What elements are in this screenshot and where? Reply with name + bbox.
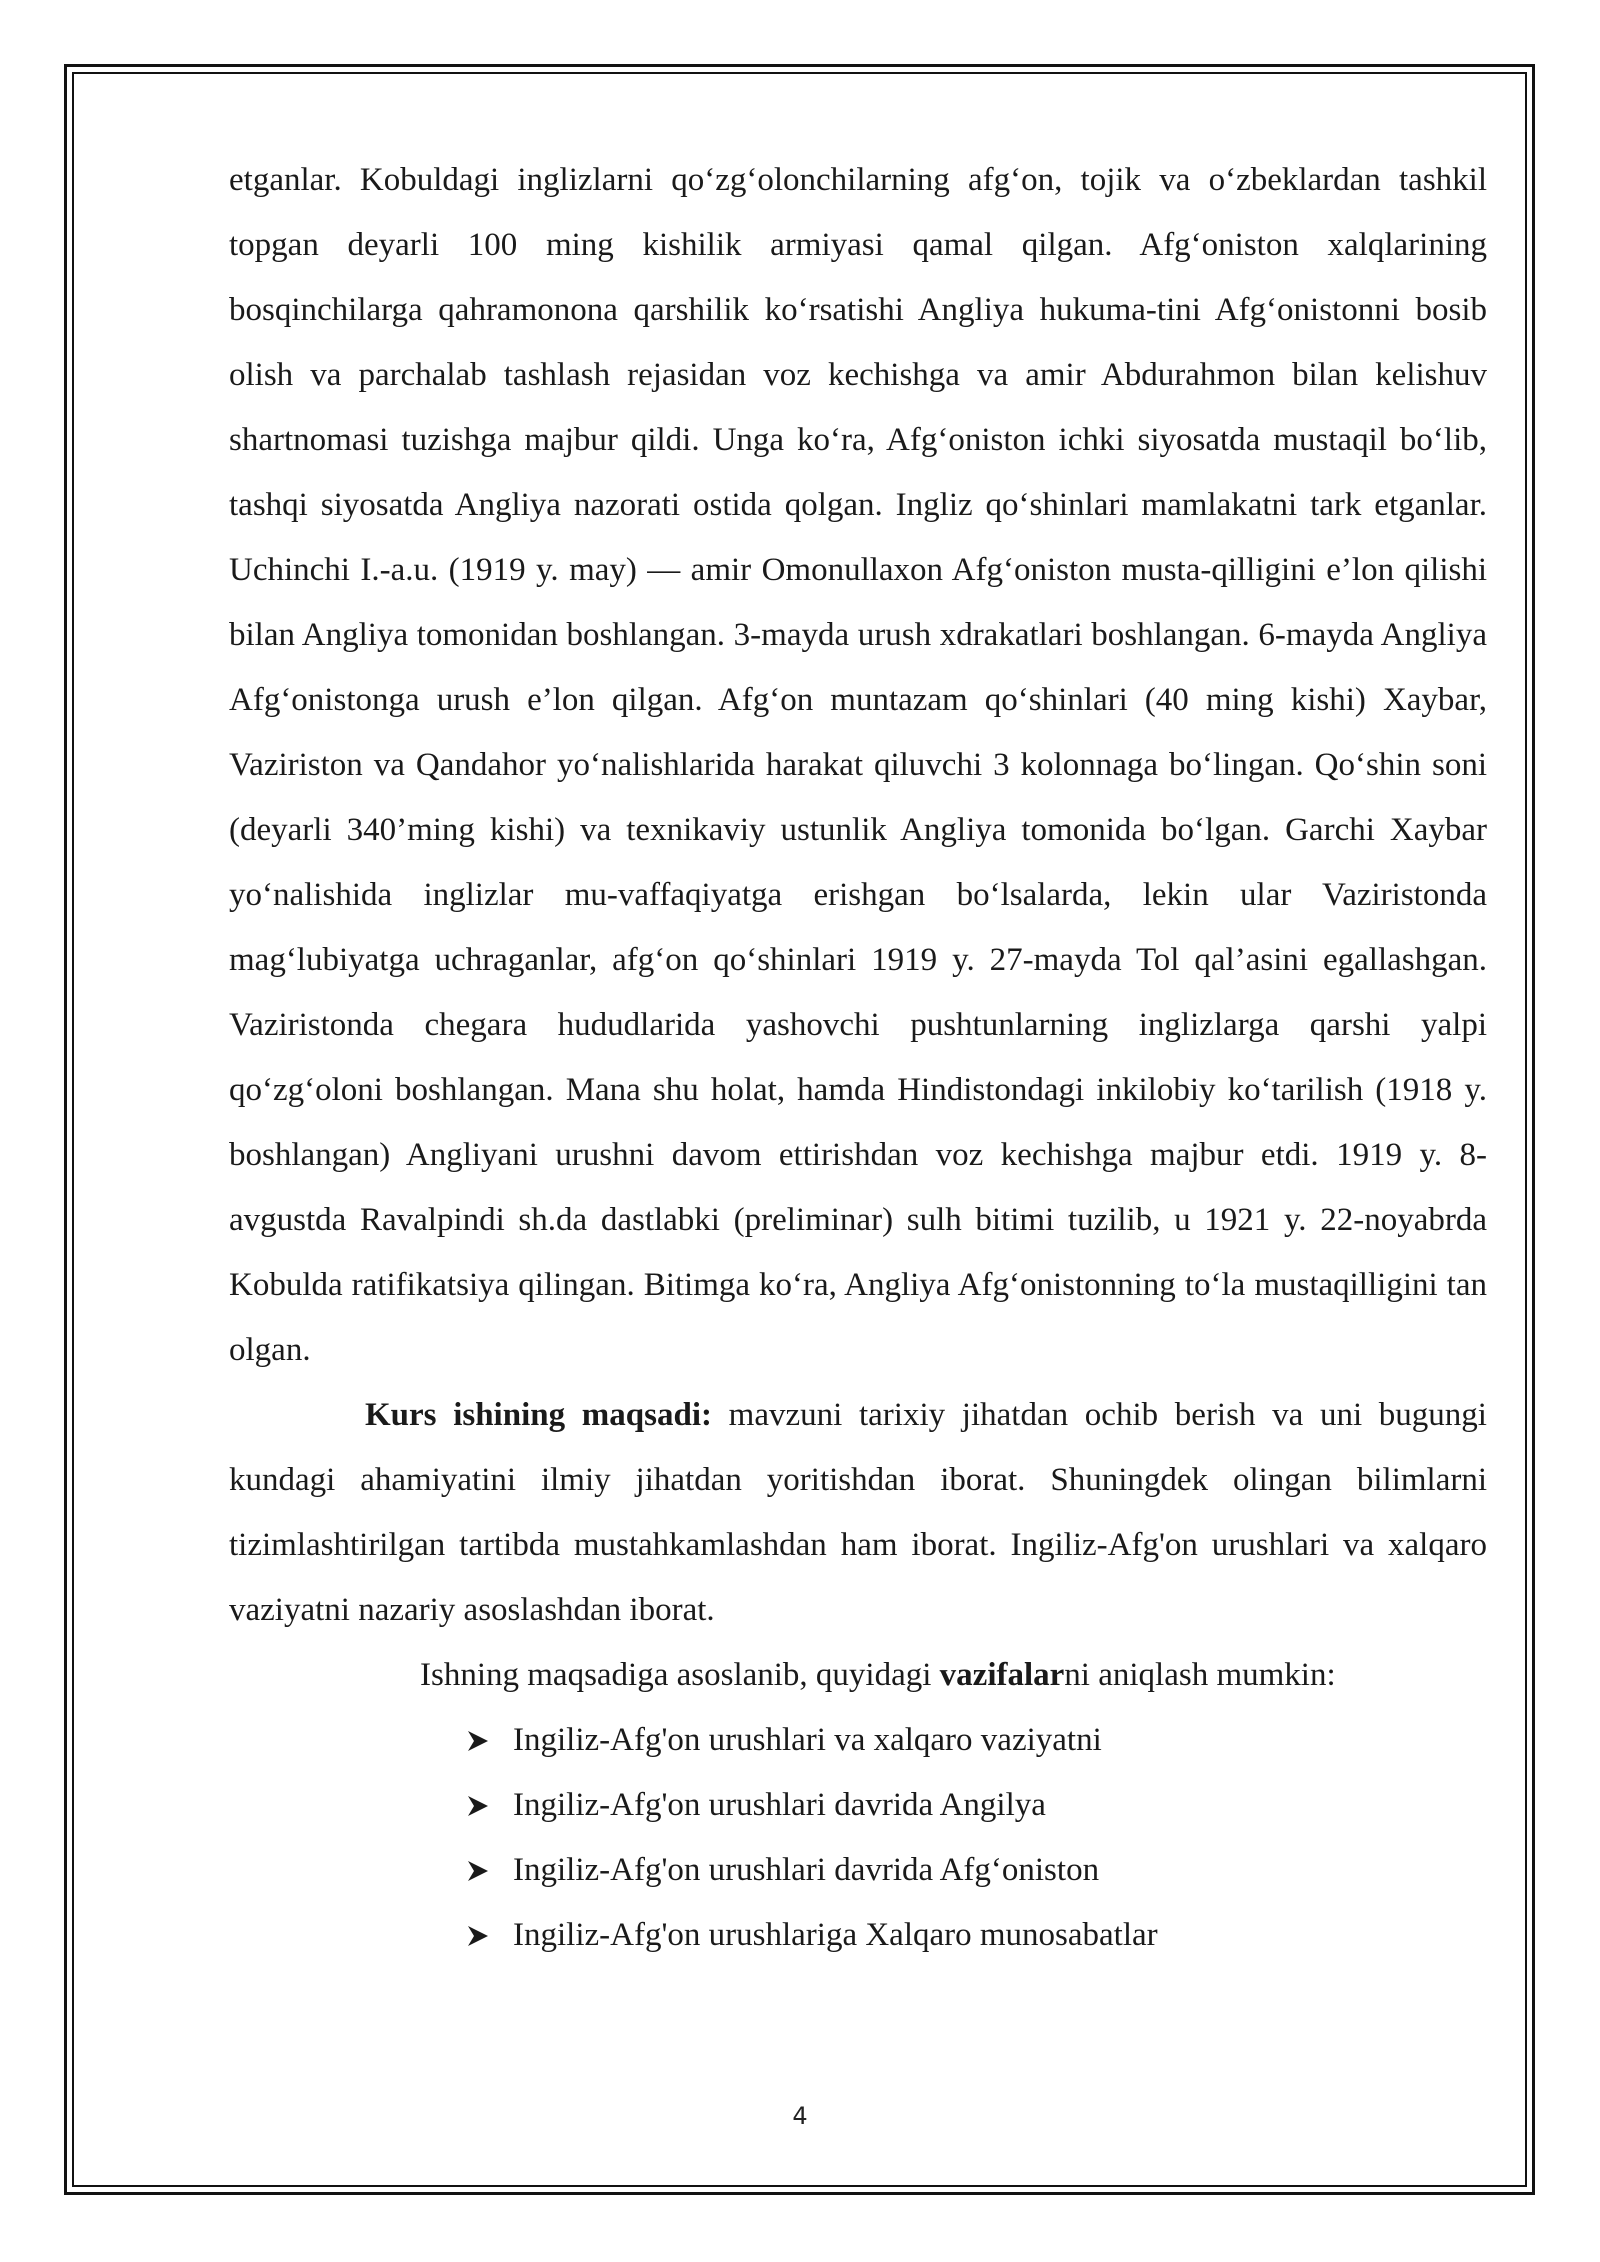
list-item xyxy=(465,1903,1487,1968)
task-text: Ingiliz-Afg'on urushlari davrida Angilya xyxy=(513,1787,1046,1823)
arrowhead-bullet-icon xyxy=(465,1728,491,1754)
tasks-intro xyxy=(229,1643,1487,1708)
goal-label: Kurs ishining maqsadi: xyxy=(365,1397,712,1433)
task-text: Ingiliz-Afg'on urushlari davrida Afg‘oniston xyxy=(513,1852,1100,1888)
task-text: Ingiliz-Afg'on urushlari va xalqaro vaziyatni xyxy=(513,1722,1102,1758)
list-item xyxy=(465,1838,1487,1903)
goal-text: mavzuni tarixiy jihatdan ochib berish va uni bugungi kundagi ahamiyatini ilmiy jihatdan yoritishdan iborat. Shuningdek olingan bilimlarni tizimlashtirilgan tartibda mustahkamlashdan ham iborat. Ingiliz-Afg'on urushlari va xalqaro vaziyatni nazariy asoslashdan iborat. xyxy=(229,1397,1487,1628)
tasks-intro-after: ni aniqlash mumkin: xyxy=(1064,1657,1336,1693)
list-item xyxy=(465,1708,1487,1773)
arrowhead-bullet-icon xyxy=(465,1793,491,1819)
tasks-intro-bold: vazifalar xyxy=(939,1657,1065,1693)
task-text: Ingiliz-Afg'on urushlariga Xalqaro munosabatlar xyxy=(513,1917,1158,1953)
body-paragraph: etganlar. Kobuldagi inglizlarni qo‘zg‘olonchilarning afg‘on, tojik va o‘zbeklardan tashkil topgan deyarli 100 ming kishilik armiyasi qamal qilgan. Afg‘oniston xalqlarining bosqinchilarga qahramonona qarshilik ko‘rsatishi Angliya hukuma-tini Afg‘onistonni bosib olish va parchalab tashlash rejasidan voz kechishga va amir Abdurahmon bilan kelishuv shartnomasi tuzishga majbur qildi. Unga ko‘ra, Afg‘oniston ichki siyosatda mustaqil bo‘lib, tashqi siyosatda Angliya nazorati ostida qolgan. Ingliz qo‘shinlari mamlakatni tark etganlar. Uchinchi I.-a.u. (1919 y. may) — amir Omonullaxon Afg‘oniston musta-qilligini e’lon qilishi bilan Angliya tomonidan boshlangan. 3-mayda urush xdrakatlari boshlangan. 6-mayda Angliya Afg‘onistonga urush e’lon qilgan. Afg‘on muntazam qo‘shinlari (40 ming kishi) Xaybar, Vaziriston va Qandahor yo‘nalishlarida harakat qiluvchi 3 kolonnaga bo‘lingan. Qo‘shin soni (deyarli 340’ming kishi) va texnikaviy ustunlik Angliya tomonida bo‘lgan. Garchi Xaybar yo‘nalishida inglizlar mu-vaffaqiyatga erishgan bo‘lsalarda, lekin ular Vaziristonda mag‘lubiyatga uchraganlar, afg‘on qo‘shinlari 1919 y. 27-mayda Tol qal’asini egallashgan. Vaziristonda chegara hududlarida yashovchi pushtunlarning inglizlarga qarshi yalpi qo‘zg‘oloni boshlangan. Mana shu holat, hamda Hindistondagi inkilobiy ko‘tarilish (1918 y. boshlangan) Angliyani urushni davom ettirishdan voz kechishga majbur etdi. 1919 y. 8-avgustda Ravalpindi sh.da dastlabki (preliminar) sulh bitimi tuzilib, u 1921 y. 22-noyabrda Kobulda ratifikatsiya qilingan. Bitimga ko‘ra, Angliya Afg‘onistonning to‘la mustaqilligini tan olgan. xyxy=(229,162,1487,1368)
tasks-intro-before: Ishning maqsadiga asoslanib, quyidagi xyxy=(420,1657,940,1693)
goal-paragraph xyxy=(229,1383,1487,1643)
page-content xyxy=(229,148,1487,1968)
list-item xyxy=(465,1773,1487,1838)
page-number: 4 xyxy=(792,2102,808,2130)
task-list xyxy=(229,1708,1487,1968)
arrowhead-bullet-icon xyxy=(465,1858,491,1884)
arrowhead-bullet-icon xyxy=(465,1923,491,1949)
